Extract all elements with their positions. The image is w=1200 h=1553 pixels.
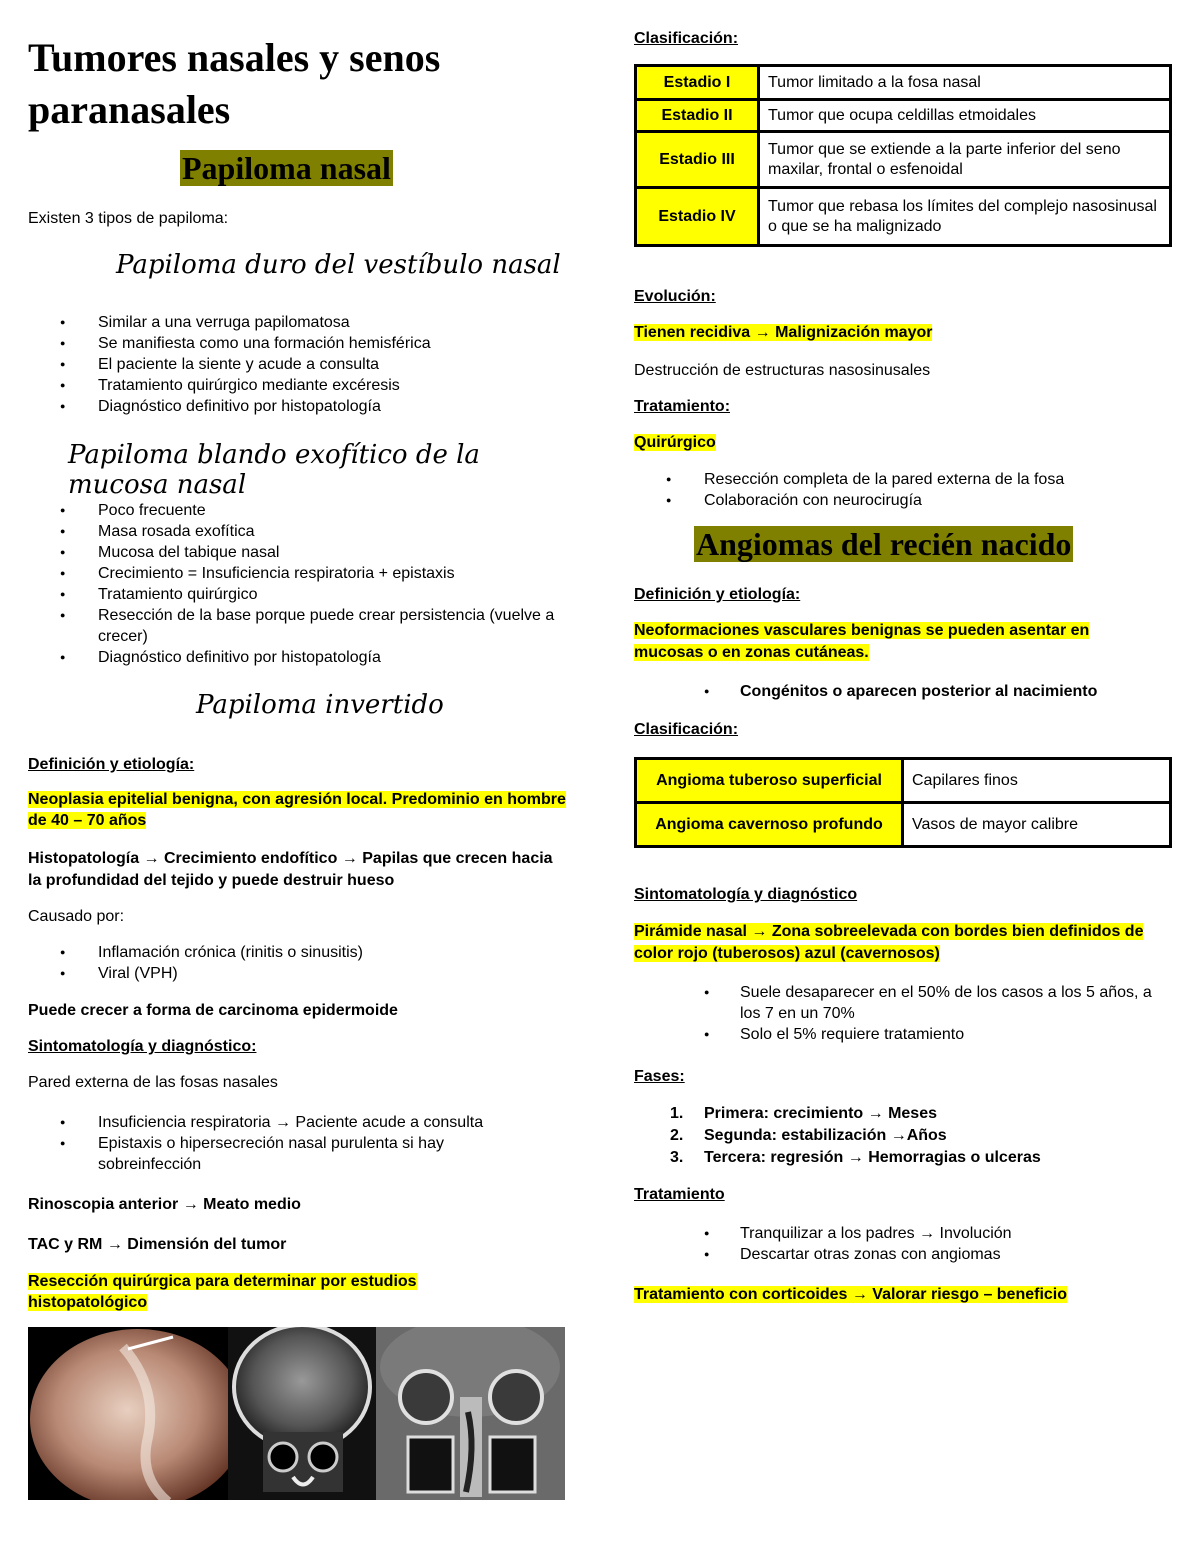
carcinoma-text: Puede crecer a forma de carcinoma epidermoide <box>28 1002 398 1019</box>
list-item: ● Diagnóstico definitivo por histopatología <box>28 647 568 668</box>
list-text: Segunda: estabilización →Años <box>704 1127 947 1144</box>
pared-text: Pared externa de las fosas nasales <box>28 1074 278 1091</box>
list-item <box>634 1147 1174 1169</box>
corticoides-text <box>634 1284 1067 1305</box>
list-item: ● Tratamiento quirúrgico mediante excéresis <box>28 375 568 396</box>
script-heading-1: Papiloma duro del vestíbulo nasal <box>116 250 561 280</box>
section-heading-text: Angiomas del recién nacido <box>696 526 1072 562</box>
stage-desc: Tumor que ocupa celdillas etmoidales <box>759 100 1171 132</box>
list-item: ● Epistaxis o hipersecreción nasal purulenta si hay sobreinfección <box>28 1133 508 1175</box>
rinoscopia-text: Rinoscopia anterior → Meato medio <box>28 1196 301 1213</box>
page-title <box>28 32 440 136</box>
table-row <box>636 100 1171 132</box>
piramide-highlight: Pirámide nasal → Zona sobreelevada con bordes bien definidos de color rojo (tuberosos) azul (cavernosos) <box>634 923 1144 962</box>
list-number: 3. <box>670 1149 684 1166</box>
def2-text <box>634 620 1154 664</box>
title-line-1: Tumores nasales y senos <box>28 35 441 80</box>
list-papiloma-blando <box>28 500 568 668</box>
list-symptoms <box>28 1112 508 1175</box>
table-row <box>636 132 1171 188</box>
evol-text <box>634 322 932 343</box>
list-item: ● Resección de la base porque puede crear persistencia (vuelve a crecer) <box>28 605 568 647</box>
table-row <box>636 759 1171 803</box>
list-text: Primera: crecimiento → Meses <box>704 1105 937 1122</box>
trat2-heading: Tratamiento <box>634 1186 725 1203</box>
stage-desc: Tumor limitado a la fosa nasal <box>759 66 1171 100</box>
list-text: Tercera: regresión → Hemorragias o ulceras <box>704 1149 1041 1166</box>
stage-desc: Tumor que rebasa los límites del complejo nasosinusal o que se ha malignizado <box>759 188 1171 246</box>
trat-heading: Tratamiento: <box>634 398 731 415</box>
list-item: ● Se manifiesta como una formación hemisférica <box>28 333 568 354</box>
list-def <box>634 681 1174 702</box>
list-item: ● Congénitos o aparecen posterior al nacimiento <box>634 681 1174 702</box>
clasif2-heading: Clasificación: <box>634 721 739 738</box>
intro-text: Existen 3 tipos de papiloma: <box>28 210 229 227</box>
list-item: ● Poco frecuente <box>28 500 568 521</box>
histo-text: Histopatología → Crecimiento endofítico → Papilas que crecen hacia la profundidad del tejido y puede destruir hueso <box>28 850 553 889</box>
list-item: ● Tratamiento quirúrgico <box>28 584 568 605</box>
list-item: ● Viral (VPH) <box>28 963 568 984</box>
list-item: ● Mucosa del tabique nasal <box>28 542 568 563</box>
list-sint <box>634 982 1154 1045</box>
title-line-2: paranasales <box>28 87 231 132</box>
angioma-desc: Capilares finos <box>903 759 1171 803</box>
list-number: 1. <box>670 1105 684 1122</box>
stage-cell: Estadio I <box>636 66 759 100</box>
def-text-highlight: Neoplasia epitelial benigna, con agresión local. Predominio en hombre de 40 – 70 años <box>28 791 566 829</box>
list-item: ● Insuficiencia respiratoria → Paciente acude a consulta <box>28 1112 508 1133</box>
quirurgico-text <box>634 432 716 453</box>
list-trat2 <box>634 1223 1174 1265</box>
fases-heading: Fases: <box>634 1068 685 1085</box>
list-item: ● Resección completa de la pared externa de la fosa <box>634 469 1174 490</box>
clasif-heading: Clasificación: <box>634 30 739 47</box>
piramide-text <box>634 921 1174 965</box>
def-text <box>28 789 568 831</box>
list-item: ● Diagnóstico definitivo por histopatología <box>28 396 568 417</box>
angioma-type: Angioma cavernoso profundo <box>636 803 903 847</box>
list-causes <box>28 942 568 984</box>
angioma-type: Angioma tuberoso superficial <box>636 759 903 803</box>
list-item: ● Descartar otras zonas con angiomas <box>634 1244 1174 1265</box>
destruccion-text: Destrucción de estructuras nasosinusales <box>634 362 931 379</box>
stage-cell: Estadio IV <box>636 188 759 246</box>
table-row <box>636 803 1171 847</box>
evol-heading: Evolución: <box>634 288 716 305</box>
list-papiloma-duro <box>28 312 568 417</box>
reseccion-text <box>28 1271 498 1313</box>
list-item: ● Colaboración con neurocirugía <box>634 490 1174 511</box>
corticoides-highlight: Tratamiento con corticoides → Valorar riesgo – beneficio <box>634 1286 1068 1303</box>
sint-heading: Sintomatología y diagnóstico: <box>28 1038 257 1055</box>
section-heading-papiloma <box>180 150 393 187</box>
stage-desc: Tumor que se extiende a la parte inferior del seno maxilar, frontal o esfenoidal <box>759 132 1171 188</box>
list-item: ● Inflamación crónica (rinitis o sinusitis) <box>28 942 568 963</box>
script-heading-3: Papiloma invertido <box>196 690 444 720</box>
section-heading-text: Papiloma nasal <box>182 150 391 186</box>
medical-images-svg <box>28 1327 565 1500</box>
list-item: ● Tranquilizar a los padres → Involución <box>634 1223 1174 1244</box>
def2-highlight: Neoformaciones vasculares benignas se pueden asentar en mucosas o en zonas cutáneas. <box>634 622 1090 661</box>
def2-heading: Definición y etiología: <box>634 586 801 603</box>
stage-cell: Estadio II <box>636 100 759 132</box>
list-item: ● El paciente la siente y acude a consulta <box>28 354 568 375</box>
sint2-heading: Sintomatología y diagnóstico <box>634 886 858 903</box>
list-number: 2. <box>670 1127 684 1144</box>
tac-text: TAC y RM → Dimensión del tumor <box>28 1236 287 1253</box>
list-item: ● Suele desaparecer en el 50% de los casos a los 5 años, a los 7 en un 70% <box>634 982 1154 1024</box>
medical-images <box>28 1327 565 1500</box>
caused-by: Causado por: <box>28 908 125 925</box>
list-trat <box>634 469 1174 511</box>
angioma-desc: Vasos de mayor calibre <box>903 803 1171 847</box>
list-item <box>634 1103 1174 1125</box>
list-item <box>634 1125 1174 1147</box>
table-row <box>636 66 1171 100</box>
stage-cell: Estadio III <box>636 132 759 188</box>
quirurgico-highlight: Quirúrgico <box>634 434 716 451</box>
list-fases <box>634 1103 1174 1169</box>
table-row <box>636 188 1171 246</box>
list-item: ● Masa rosada exofítica <box>28 521 568 542</box>
reseccion-highlight: Resección quirúrgica para determinar por estudios histopatológico <box>28 1273 417 1311</box>
angiomas-table <box>634 757 1172 848</box>
list-item: ● Solo el 5% requiere tratamiento <box>634 1024 1154 1045</box>
list-item: ● Crecimiento = Insuficiencia respiratoria + epistaxis <box>28 563 568 584</box>
def-heading: Definición y etiología: <box>28 756 195 773</box>
script-heading-2: Papiloma blando exofítico de la mucosa nasal <box>68 440 480 500</box>
evol-highlight: Tienen recidiva → Malignización mayor <box>634 324 933 341</box>
stages-table <box>634 64 1172 247</box>
list-item: ● Similar a una verruga papilomatosa <box>28 312 568 333</box>
section-heading-angiomas <box>694 526 1073 563</box>
